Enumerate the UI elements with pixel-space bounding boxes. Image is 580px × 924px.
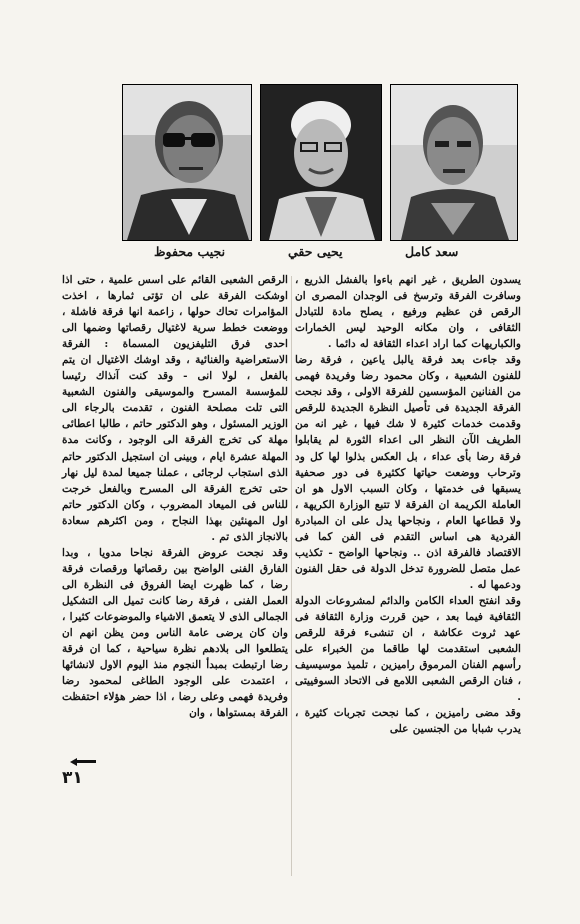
continue-arrow-icon: [70, 758, 96, 764]
text-column-left: [62, 272, 288, 721]
paragraph: يسدون الطريق ، غير انهم باءوا بالفشل الذريع ، وسافرت الفرقة وترسخ فى الوجدان المصرى ان الرقص فن عظيم ورفيع ، يصلح مادة للتبادل الثقافى ، وان مكانه الوحيد ليس الخمارات والكباريهات كما اراد اعداء الثقافة له دائما .: [295, 274, 521, 351]
paragraph: وقد نجحت عروض الفرقة نجاحا مدويا ، وبدا الفارق الفنى الواضح بين رقصاتها ورقصات فرقة رضا ، كما ظهرت ايضا الفروق فى النظرة الى العمل الفنى ، فرقة رضا كانت تميل الى التشكيل الجمالى الذى لا يتعمق الاشياء والموضوعات كثيرا ، وان كان يرضى عامة الناس ومن يظن انهم ان يتطلعوا الى بلادهم نظرة سياحية ، كما ان فرقة رضا ارتبطت بمبدأ النجوم منذ اليوم الاول لانشائها ، اعتمدت على الوجود الطاغى لمحمود رضا وفريدة فهمى وعلى رضا ، اذا حضر هؤلاء احتفظت الفرقة بمستواها ، وان: [62, 546, 288, 720]
column-divider: [291, 276, 292, 876]
paragraph: وقد جاءت بعد فرقة يالبل ياعين ، فرقة رضا للفنون الشعبية ، وكان محمود رضا وفريدة فهمى من الفنانين المؤسسين للفرقة الاولى ، وقد نجحت الفرقة الجديدة فى تأصيل النظرة الجديدة للرقص وقدمت خدمات كثيرة لا شك فيها ، غير انه من الطريف الآن النظر الى اعداء الثورة لم يقابلوا فرقة رضا بأى عداء ، بل العكس بذلوا لها كل ود وترحاب ووضعت حياتها ككثيرة فى دور صحفية يسبقها فى خدمتها ، وكان السبب الاول هو ان العاملة الكريمة ان الفرقة لا تتبع الوزارة الكريهة ، ولا قطاعها العام ، ونجاحها يدل على ان المبادرة الفردية هى اساس التقدم فى الفن كما فى الاقتصاد فالفرقة اذن .. ونجاحها الواضح - تكذيب عمل متصل للضرورة تدخل الدولة فى حقل الفنون ودعمها له .: [295, 354, 521, 591]
photo-saad-kamel: [390, 84, 518, 241]
paragraph: الرقص الشعبى القائم على اسس علمية ، حتى اذا اوشكت الفرقة على ان تؤتى ثمارها ، اخذت المؤامرات تحاك حولها ، زاعمة انها فرقة فاشلة ، ووضعت خطط سرية لاغتيال رقصاتها وضمها الى احدى فرق التليفزيون المسماة : الفرقة الاستعراضية والغنائية ، وقد اوشك الاغتيال ان يتم بالفعل ، لولا انى - وقد كنت آنذاك رئيسا للمؤسسة المسرح والموسيقى والفنون الشعبية التى تلت مصلحة الفنون ، تقدمت بالرجاء الى الوزير المسئول ، وهو الدكتور حاتم ، طالبا اعطائى مهلة كى تخرج الفرقة الى الوجود ، وكانت مدة المهلة عشرة ايام ، وبينى ان استجيل الدكتور حاتم الذى استجاب لرجائى ، عملنا جميعا لمدة ليل نهار حتى تخرج الفرقة الى المسرح وبالفعل خرجت للناس فى الميعاد المضروب ، وكان الدكتور حاتم اول المهنئين بهذا النجاح ، ومن اكثرهم سعادة بالانجاز الذى تم .: [62, 274, 288, 543]
page-number: ٣١: [62, 768, 83, 788]
portrait-row: [124, 84, 518, 239]
text-column-right: [295, 272, 521, 737]
caption-yahya-haqqi: يحيى حقي: [288, 244, 343, 259]
photo-yahya-haqqi: [260, 84, 382, 241]
paragraph: وقد انفتح العداء الكامن والدائم لمشروعات الدولة الثقافية فيما بعد ، حين قررت وزارة الثقافة فى عهد ثروت عكاشة ، ان تنشىء فرقة للرقص الشعبى استقدمت لها طاقما من الخبراء على رأسهم الفنان المرموق راميزين ، تلميذ موسيسيف ، فنان الرقص الشعبى اللامع فى الاتحاد السوفييتى .: [295, 594, 521, 704]
caption-saad-kamel: سعد كامل: [405, 244, 459, 259]
caption-naguib-mahfouz: نجيب محفوظ: [154, 244, 226, 259]
paragraph: وقد مضى راميزين ، كما نجحت تجربات كثيرة ، يدرب شبابا من الجنسين على: [295, 707, 521, 736]
photo-naguib-mahfouz: [122, 84, 252, 241]
